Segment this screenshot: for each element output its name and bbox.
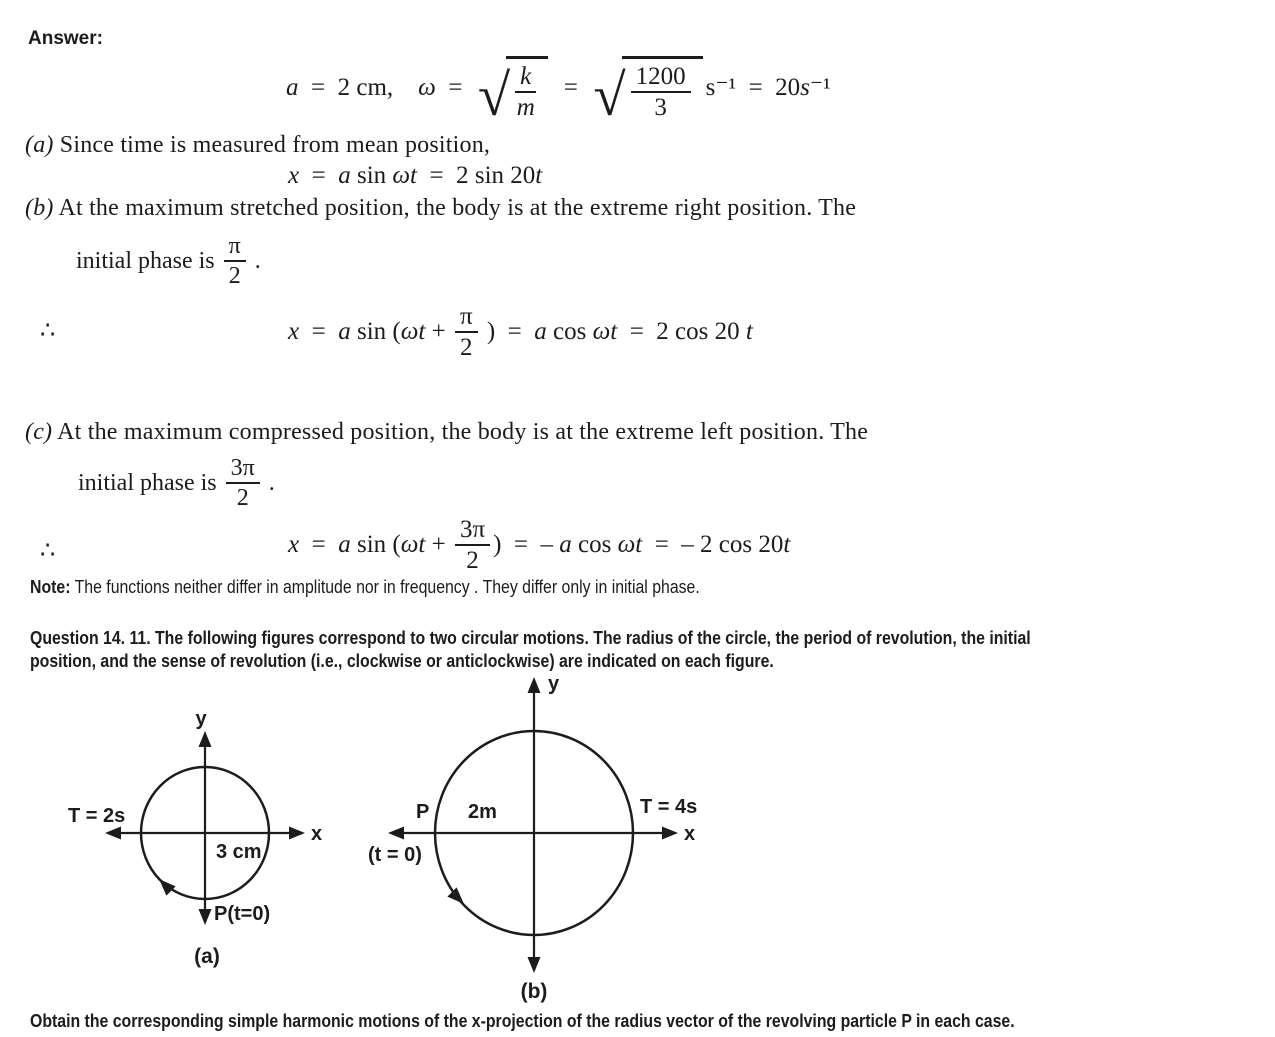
figure-a-radius-label: 3 cm bbox=[216, 841, 262, 863]
section-c-equation: x = a sin ( ωt + $\frac{3\pi}{2}$ ) = – a cos ωt = – 2 cos 20 t bbox=[288, 516, 791, 574]
figure-a-period-label: T = 2s bbox=[68, 805, 126, 827]
section-c-heading: (c) At the maximum compressed position, the body is at the extreme left position. The bbox=[25, 419, 869, 445]
y-axis-down-arrow-icon bbox=[199, 909, 212, 925]
figure-b-radius-label: 2m bbox=[468, 801, 497, 823]
note-line: Note: The functions neither differ in amplitude nor in frequency . They differ only in initial phase. bbox=[30, 577, 700, 597]
answer-label: Answer: bbox=[28, 28, 103, 49]
y-axis-up-arrow-icon bbox=[528, 677, 541, 693]
main-formula: a = 2 cm, ω = √ $\frac{k}{m}$ = √ $\frac{1200}{3}$ s⁻¹ = 20 s ⁻¹ bbox=[286, 56, 831, 120]
question-text-line-2: position, and the sense of revolution (i.e., clockwise or anticlockwise) are indicated on each figure. bbox=[30, 651, 774, 671]
section-b-equation: x = a sin ( ωt + $\frac{\pi}{2}$ ) = a cos ωt = 2 cos 20 t bbox=[288, 303, 753, 361]
section-c-phase: initial phase is $\frac{3\pi}{2}$ . bbox=[78, 455, 275, 511]
closing-text: Obtain the corresponding simple harmonic motions of the x-projection of the radius vector of the revolving particle P in each case. bbox=[30, 1011, 1015, 1031]
figure-a bbox=[55, 698, 325, 978]
therefore-symbol-b: ∴ bbox=[40, 318, 56, 344]
figure-b bbox=[360, 665, 710, 1010]
y-axis-down-arrow-icon bbox=[528, 957, 541, 973]
section-b-phase: initial phase is $\frac{\pi}{2}$ . bbox=[76, 233, 261, 289]
figure-b-particle-label: P bbox=[416, 801, 430, 823]
figure-a-particle-label: P(t=0) bbox=[214, 903, 271, 925]
therefore-symbol-c: ∴ bbox=[40, 538, 56, 564]
section-a-heading: (a) Since time is measured from mean position, bbox=[25, 132, 491, 158]
section-a-equation: x = a sin ωt = 2 sin 20 t bbox=[288, 162, 543, 189]
x-axis-left-arrow-icon bbox=[388, 827, 404, 840]
figure-a-caption: (a) bbox=[194, 945, 220, 968]
section-b-heading: (b) At the maximum stretched position, the body is at the extreme right position. The bbox=[25, 195, 857, 221]
y-axis-up-arrow-icon bbox=[199, 731, 212, 747]
figure-a-y-label: y bbox=[195, 708, 207, 730]
figure-b-period-label: T = 4s bbox=[640, 796, 698, 818]
x-axis-right-arrow-icon bbox=[289, 827, 305, 840]
figure-a-x-label: x bbox=[311, 823, 323, 845]
question-text-line-1: Question 14. 11. The following figures correspond to two circular motions. The radius of the circle, the period of revolution, the initial bbox=[30, 628, 1031, 648]
figure-b-time-label: (t = 0) bbox=[368, 844, 422, 866]
figure-b-y-label: y bbox=[548, 673, 560, 695]
figure-b-caption: (b) bbox=[520, 980, 548, 1003]
x-axis-right-arrow-icon bbox=[662, 827, 678, 840]
figure-b-x-label: x bbox=[684, 823, 696, 845]
x-axis-left-arrow-icon bbox=[105, 827, 121, 840]
